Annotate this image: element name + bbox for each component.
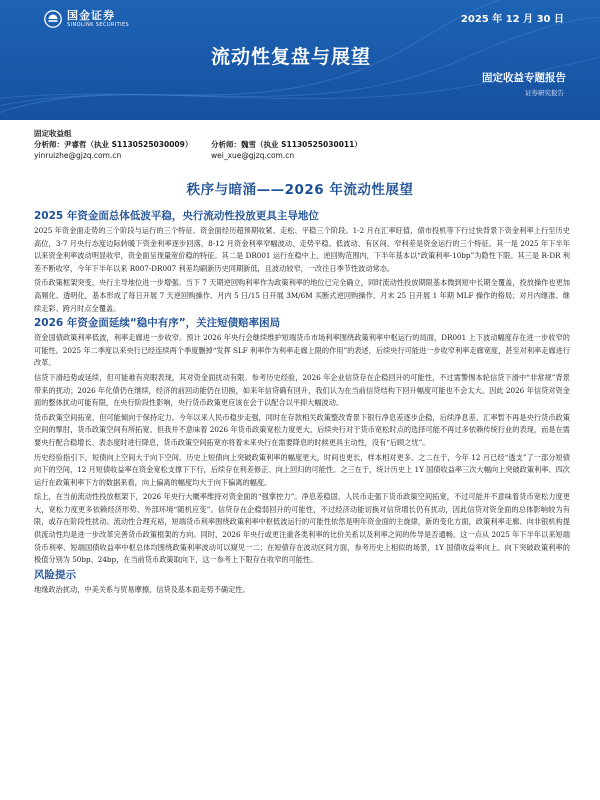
- section-heading: 2025 年资金面总体低波平稳，央行流动性投放更具主导地位: [34, 210, 319, 222]
- sinolink-logo-icon: [44, 10, 62, 28]
- analyst-card: [211, 139, 388, 161]
- body-paragraph: 历史经验指引下，短债向上空间大于向下空间。历史上短债向上突破政策利率的幅度更大，时间也更长，样本相对更多。之二在于，今年 12 月已经“透支”了一部分短债向下的空间，12 月短债收益率在资金宽松支撑下下行，后续存在利差修正、向上回归的可能性。之三在于，统计历史上 1Y 国债收益率三次大幅向上突破政策利率、四次运行在政策利率下方的数据来看，向上偏离的幅度均大于向下偏离的幅度。: [34, 452, 570, 487]
- analyst-email[interactable]: wei_xue@gjzq.com.cn: [211, 151, 295, 160]
- report-date: 2025 年 12 月 30 日: [460, 14, 564, 25]
- body-paragraph: 信贷下滑趋势或延续，但可能难有亮眼表现，其对资金面扰动有限。参考历史经验，2026 年企业信贷存在企稳回升的可能性，不过需警惕本轮信贷下滑中“非常规”背景带来的扰动；2026 年化债仍在继续，经济的前回动能仍在切换，如来年信贷确有回升，我们认为在当前信贷结构下回升幅度可能也不会太大。因此 2026 年信贷对资金面的整体扰动可能有限，在央行阶段性影响，央行货币政策更应该在会于以配合以平抑大幅波动。: [34, 372, 570, 408]
- analyst-card: [34, 139, 211, 161]
- brand-logo: [44, 10, 129, 28]
- section-heading: 风险提示: [34, 568, 76, 581]
- report-header-band: [0, 0, 600, 120]
- analyst-name: 分析师：魏雪（执业 S1130525030011）: [211, 140, 362, 149]
- body-paragraph: 2025 年资金面走势的三个阶段与运行的三个特征。资金面经历超预期收紧、走松、平稳三个阶段。1-2 月在汇率旺值、债市投机等下行过快背景下资金利率上行至历史高位，3-7 月央行态度边际转暖下资金利率逐步回落，8-12 月资金利率窄幅波动、走势平稳。低波动、有区间、窄利差是资金运行的三个特征。其一是 2025 年下半年以来资金利率波动明显收窄，资金面呈现量宽价稳的特征。其二是 DR001 运行在稳中上、逆回购范围内，下半年基本以“政策利率-10bp”为隐性下限。其三是 R-DR 利差不断收窄，今年下半年以来 R007-DR007 利差均刷新历史同期新低，且波动较窄，一改往日季节性波动常态。: [34, 226, 570, 273]
- report-title: 流动性复盘与展望: [211, 46, 372, 68]
- analyst-group: 固定收益组: [34, 129, 72, 138]
- body-paragraph: 资金国债政策利率低波，利率走廊进一步收窄。预计 2026 年央行会继续维护短端货币市场利率围绕政策利率中枢运行的局面，DR001 上下波动幅度存在进一步收窄的可能性。2025 年二季度以来央行已经连续两个季度删掉“发挥 SLF 利率作为利率走廊上限的作用”的表述，后续央行可能进一步收窄利率走廊宽度，甚至对利率走廊进行改革。: [34, 333, 570, 368]
- body-paragraph: 货币政策框架突变，央行主导地位进一步增强。当下 7 天期逆回购利率作为政策利率的地位已完全确立，同时流动性投放期限基本微到短中长期全覆盖，投放操作也更加高频化、透明化，基本形成了每日开展 7 天逆回购操作、月内 5 日/15 日开展 3M/6M 买断式逆回购操作、月末 25 日开展 1 年期 MLF 操作的格局；对月内继准、继续走彩、跨月时点全覆盖。: [34, 278, 570, 313]
- analyst-name: 分析师：尹睿哲（执业 S1130525030009）: [34, 140, 193, 149]
- logo-en-text: SINOLINK SECURITIES: [67, 22, 130, 28]
- logo-cn-text: 国金证券: [67, 9, 115, 22]
- analyst-block: [34, 128, 574, 161]
- report-subtitle: 秩序与暗涌——2026 年流动性展望: [186, 182, 414, 198]
- analyst-email[interactable]: yinruizhe@gjzq.com.cn: [34, 151, 122, 160]
- body-paragraph: 货币政策空间拓宽，但可能倾向于保持定力。今年以来人民币稳步走强，同时在存款相关政策整改背景下银行净息差逐步企稳，后续净息差、汇率暂不再是央行货币政策空间的掣肘，货币政策空间有所拓宽。但我并不意味着 2026 年货币政策宽松力度更大，后续央行对于货币宽松时点的选择可能不再过多依赖传统行业的表现，而是在需要央行配合稳增长、表态度时进行降息，货币政策空间拓宽亦将着未来央行在需要降息的时候更具主动性，没有“后顾之忧”。: [34, 412, 570, 447]
- body-paragraph: 地缘政治扰动，中美关系与贸易摩擦，信贷及基本面走势不确定性。: [34, 584, 250, 594]
- body-paragraph: 综上，在当前流动性投放框架下，2026 年央行大概率维持对资金面的“强掌控力”。净息差稳固、人民币走强下货币政策空间拓宽，不过可能并不意味着货币宽松力度更大，宽松力度更多依赖经济形势、外部环境“随机应变”。信贷存在企稳弱回升的可能性，不过经济动能切换对信贷增长仍有扰动，因此信贷对资金面的总体影响较为有限，或存在阶段性扰动。流动性合理充裕，短端货币利率围绕政策利率中枢低波运行的可能性依然是明年资金面的主旋律，新的变化方面，政策利率走廊、向非银机构提供流动性均是进一步改革完善货币政策框架的方向。同时，2026 年央行或更注重各类利率的比价关系以及利率之间的传导是否通畅。这一点从 2025 年下半年以来短端货币利率、短端国债收益率中枢总体均围绕政策利率波动可以窥见一二；在短债存在波动区间方面，参考历史上相似的场景，1Y 国债收益率向上、向下突破政策利率的极值分别为 50bp、24bp，在当前货币政策取向下，这一参考上下限存在收窄的可能性。: [34, 492, 570, 565]
- report-body: [34, 209, 570, 597]
- report-category: 证券研究报告: [525, 89, 564, 97]
- report-type: 固定收益专题报告: [482, 72, 566, 84]
- section-heading: 2026 年资金面延续“稳中有序”，关注短债赔率困局: [34, 317, 281, 330]
